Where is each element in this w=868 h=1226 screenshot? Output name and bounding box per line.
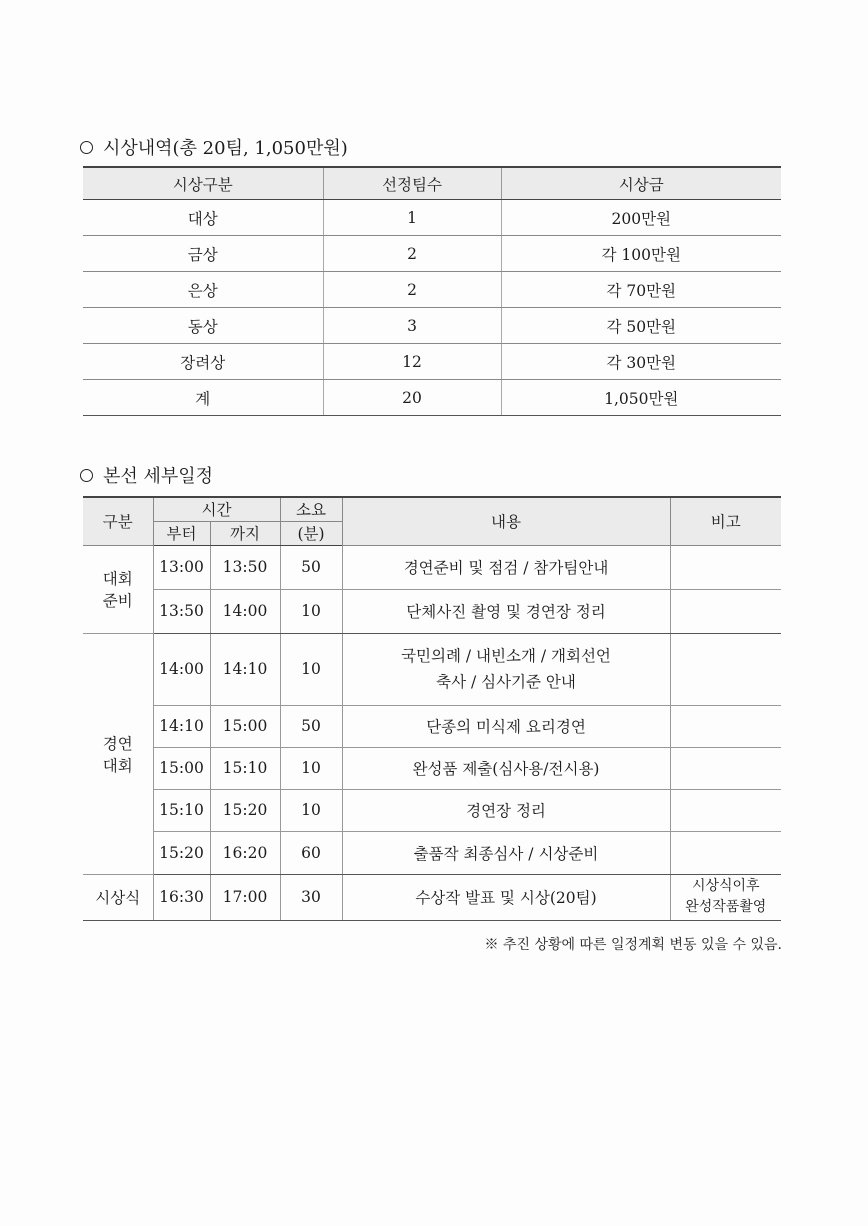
team-count: 2 <box>323 236 501 272</box>
category-cell <box>83 545 153 633</box>
remarks <box>670 874 781 920</box>
header-prize-money: 시상금 <box>501 167 781 200</box>
time-to: 15:10 <box>210 747 280 789</box>
table-row <box>83 705 781 747</box>
remarks <box>670 747 781 789</box>
category-line1: 대회 <box>102 570 133 588</box>
remarks <box>670 705 781 747</box>
time-from: 15:10 <box>153 789 210 831</box>
remarks <box>670 545 781 589</box>
content: 단종의 미식제 요리경연 <box>342 705 670 747</box>
time-to: 15:00 <box>210 705 280 747</box>
table-row <box>83 344 781 380</box>
time-from: 13:00 <box>153 545 210 589</box>
award-name: 은상 <box>83 272 323 308</box>
prize-money: 각 50만원 <box>501 308 781 344</box>
content: 경연장 정리 <box>342 789 670 831</box>
header-remarks: 비고 <box>670 497 781 545</box>
category-line2: 대회 <box>102 756 133 775</box>
duration: 60 <box>280 831 342 874</box>
time-to: 17:00 <box>210 874 280 920</box>
schedule-section-title <box>80 462 213 488</box>
remarks <box>670 633 781 705</box>
schedule-header-row <box>83 497 781 521</box>
schedule-note: ※ 추진 상황에 따른 일정계획 변동 있을 수 있음. <box>484 937 782 953</box>
header-duration-line2: (분) <box>280 521 342 545</box>
remarks <box>670 789 781 831</box>
content: 경연준비 및 점검 / 참가팀안내 <box>342 545 670 589</box>
duration: 50 <box>280 705 342 747</box>
team-count: 20 <box>323 380 501 416</box>
header-award-category: 시상구분 <box>83 167 323 200</box>
category-cell <box>83 633 153 874</box>
time-to: 14:00 <box>210 589 280 633</box>
award-name: 동상 <box>83 308 323 344</box>
duration: 10 <box>280 747 342 789</box>
time-from: 15:20 <box>153 831 210 874</box>
header-team-count: 선정팀수 <box>323 167 501 200</box>
circle-bullet-icon <box>80 141 93 154</box>
awards-header-row <box>83 167 781 200</box>
time-from: 14:10 <box>153 705 210 747</box>
content-line2: 축사 / 심사기준 안내 <box>436 673 576 691</box>
time-to: 14:10 <box>210 633 280 705</box>
table-row <box>83 308 781 344</box>
table-row <box>83 633 781 705</box>
header-time: 시간 <box>153 497 280 521</box>
category-cell <box>83 874 153 920</box>
awards-title-text: 시상내역(총 20팀, 1,050만원) <box>103 138 348 159</box>
content: 완성품 제출(심사용/전시용) <box>342 747 670 789</box>
table-row <box>83 236 781 272</box>
duration: 10 <box>280 633 342 705</box>
header-category: 구분 <box>83 497 153 545</box>
table-row <box>83 272 781 308</box>
prize-money: 각 30만원 <box>501 344 781 380</box>
table-row <box>83 874 781 920</box>
table-row <box>83 831 781 874</box>
header-to: 까지 <box>210 521 280 545</box>
content: 수상작 발표 및 시상(20팀) <box>342 874 670 920</box>
content: 단체사진 촬영 및 경연장 정리 <box>342 589 670 633</box>
awards-section-title <box>80 134 348 160</box>
remarks <box>670 831 781 874</box>
prize-money: 각 100만원 <box>501 236 781 272</box>
time-from: 14:00 <box>153 633 210 705</box>
table-row <box>83 789 781 831</box>
table-row <box>83 747 781 789</box>
team-count: 3 <box>323 308 501 344</box>
award-name: 장려상 <box>83 344 323 380</box>
remarks-line2: 완성작품촬영 <box>685 899 767 915</box>
header-from: 부터 <box>153 521 210 545</box>
schedule-table <box>83 496 781 921</box>
duration: 50 <box>280 545 342 589</box>
table-row <box>83 545 781 589</box>
prize-money: 1,050만원 <box>501 380 781 416</box>
team-count: 12 <box>323 344 501 380</box>
header-content: 내용 <box>342 497 670 545</box>
awards-table <box>83 166 781 416</box>
category-line1: 경연 <box>102 734 133 753</box>
time-from: 15:00 <box>153 747 210 789</box>
duration: 10 <box>280 789 342 831</box>
table-row <box>83 589 781 633</box>
award-name: 대상 <box>83 200 323 236</box>
category-line2: 준비 <box>102 592 133 610</box>
team-count: 2 <box>323 272 501 308</box>
team-count: 1 <box>323 200 501 236</box>
duration: 30 <box>280 874 342 920</box>
time-to: 15:20 <box>210 789 280 831</box>
award-name: 금상 <box>83 236 323 272</box>
content: 출품작 최종심사 / 시상준비 <box>342 831 670 874</box>
content-line1: 국민의례 / 내빈소개 / 개회선언 <box>401 647 611 665</box>
schedule-title-text: 본선 세부일정 <box>103 466 214 487</box>
category-line1: 시상식 <box>95 889 141 907</box>
prize-money: 200만원 <box>501 200 781 236</box>
award-name: 계 <box>83 380 323 416</box>
time-to: 16:20 <box>210 831 280 874</box>
header-duration-line1: 소요 <box>280 497 342 521</box>
time-from: 13:50 <box>153 589 210 633</box>
table-row-total <box>83 380 781 416</box>
content <box>342 633 670 705</box>
circle-bullet-icon <box>80 469 93 482</box>
remarks-line1: 시상식이후 <box>691 878 760 894</box>
table-row <box>83 200 781 236</box>
time-to: 13:50 <box>210 545 280 589</box>
duration: 10 <box>280 589 342 633</box>
remarks <box>670 589 781 633</box>
prize-money: 각 70만원 <box>501 272 781 308</box>
time-from: 16:30 <box>153 874 210 920</box>
